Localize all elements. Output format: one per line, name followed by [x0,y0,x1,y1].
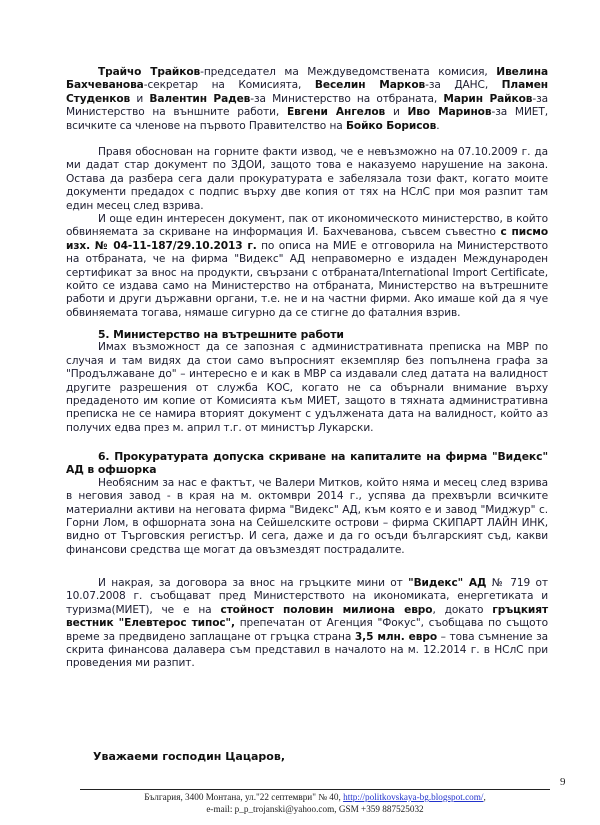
text-run: -председател ма Междуведомствената комисия, [200,66,497,78]
greeting: Уважаеми господин Цацаров, [93,750,286,763]
name-radev: Валентин Радев [149,92,251,105]
paragraph-greek-mines [66,577,548,671]
newspaper-name: гръцкият вестник "Елевтерос типос", [66,603,548,630]
name-marinov: Иво Маринов [407,106,492,119]
section-6 [66,450,548,557]
section-6-heading: 6. Прокуратурата допуска скриване на капиталите на фирма "Видекс" АД в офшорка [66,450,548,477]
section-5-heading: 5. Министерство на вътрешните работи [98,328,344,341]
section-5-text: Имах възможност да се запозная с административната преписка на МВР по случая и там видях да стои само въпросният екземпляр без попълнена графа за "Продължаване до" – интересно е и как в МВР са издавали след датата на валидност другите разрешения от служба КОС, когато не са обърнали внимание върху предаденото им копие от Комисията към МИЕТ, защото в тяхната административна преписка не се намира вторият документ с удължената дата на валидност, който аз получих едва през м. април т.г. от министър Лукарски. [66,341,548,434]
text-run: -за Министерство на отбраната, [250,92,444,105]
text-run: И още един интересен документ, пак от икономическото министерство, в който обвиняемата за скриване на информация И. Бахчеванова, съвсем съвестно [66,213,548,239]
footer [80,792,550,815]
footer-contact: e-mail: p_p_trojanski@yahoo.com, GSM +359 887525032 [206,803,424,814]
text-run: препечатан от Агенция "Фокус", съобщава по същото време за предвидено заплащане от гръцка страна [66,617,548,643]
company-name: "Видекс" АД [408,577,487,589]
text-run: и [385,106,408,119]
value-3-5-million: 3,5 млн. евро [354,630,438,643]
page-number: 9 [560,776,566,788]
paragraph-officials [66,66,548,133]
name-markov: Веселин Марков [314,79,426,92]
section-6-text: Необясним за нас е фактът, че Валери Митков, който няма и месец след взрива в неговия завод - в края на м. октомври 2014 г., успява да прехвърли всичките материални активи на неговата фирма "Видекс" АД, към която е и завод "Миджур" с. Горни Лом, в офшорната зона на Сейшелските острови – фирма СКИПАРТ ЛАЙН ИНК, видно от Търговския регистър. И сега, даже и да го осъди българският съд, какви финансови средства ще могат да овъзмездят пострадалите. [66,476,548,556]
name-bahchevanova: Ивелина Бахчеванова [66,66,549,92]
value-half-million: стойност половин милиона евро [220,603,433,616]
letter-reference: с писмо изх. № 04-11-187/29.10.2013 г. [66,226,549,252]
text-run: № 719 от 10.07.2008 г. съобщават пред Министерството на икономиката, енергетиката и туризма(МИЕТ), че е на [66,577,548,616]
text-run: -за Министерство на външните работи, [66,92,549,119]
footer-divider [80,789,550,790]
text-run: -за ДАНС, [425,79,502,92]
body-text [66,146,548,320]
footer-address: България, 3400 Монтана, ул."22 септември" № 40, [144,792,344,802]
name-traykov: Трайчо Трайков [98,66,201,78]
paragraph-conclusion: Правя обоснован на горните факти извод, че е невъзможно на 07.10.2009 г. да ми дадат стар документ по ЗДОИ, защото това е наказуемо нарушение на закона. Остава да разбера сега дали прокуратурата е забелязала този факт, когато моите документи предадох с подпис върху две копия от тях на НСлС при моя разпит там един месец след взрива. [66,146,548,212]
name-borisov: Бойко Борисов [345,119,437,132]
text-run: по описа на МИЕ е отговорила на Министерството на отбраната, че на фирма "Видекс" АД неправомерно е издаден Международен сертификат за внос на продукти, свързани с отбраната/International Import Certificate, който се издава само на Министерство на отбраната, Министерство на вътрешните работи и други държавни органи, т.е. не и на частни фирми. Ако имаше кой да я чуе обвиняемата тогава, нямаше сигурно да се стигне до фаталния взрив. [66,239,548,319]
section-5 [66,328,548,435]
name-studenkov: Пламен Студенков [66,79,548,105]
text-run: и [130,92,150,105]
text-run: -секретар на Комисията, [143,79,315,92]
text-run: . [436,119,440,132]
footer-punct: , [483,792,486,802]
body-text [66,66,548,133]
name-raykov: Марин Райков [443,92,533,105]
text-run: , докато [432,603,493,616]
text-run: – това съмнение за скрита финансова далавера съм представил в началото на м. 12.2014 г. в НСлС при проведения ми разпит. [66,630,548,670]
paragraph-document [66,213,548,320]
name-angelov: Евгени Ангелов [286,106,386,119]
text-run: -за МИЕТ, всичките са членове на първото Правителство на [66,106,548,132]
body-text [66,577,548,671]
text-run: И накрая, за договора за внос на гръцките мини от [98,577,409,589]
footer-address-line [80,792,550,804]
blog-link[interactable]: http://politkovskaya-bg.blogspot.com/ [343,792,484,802]
